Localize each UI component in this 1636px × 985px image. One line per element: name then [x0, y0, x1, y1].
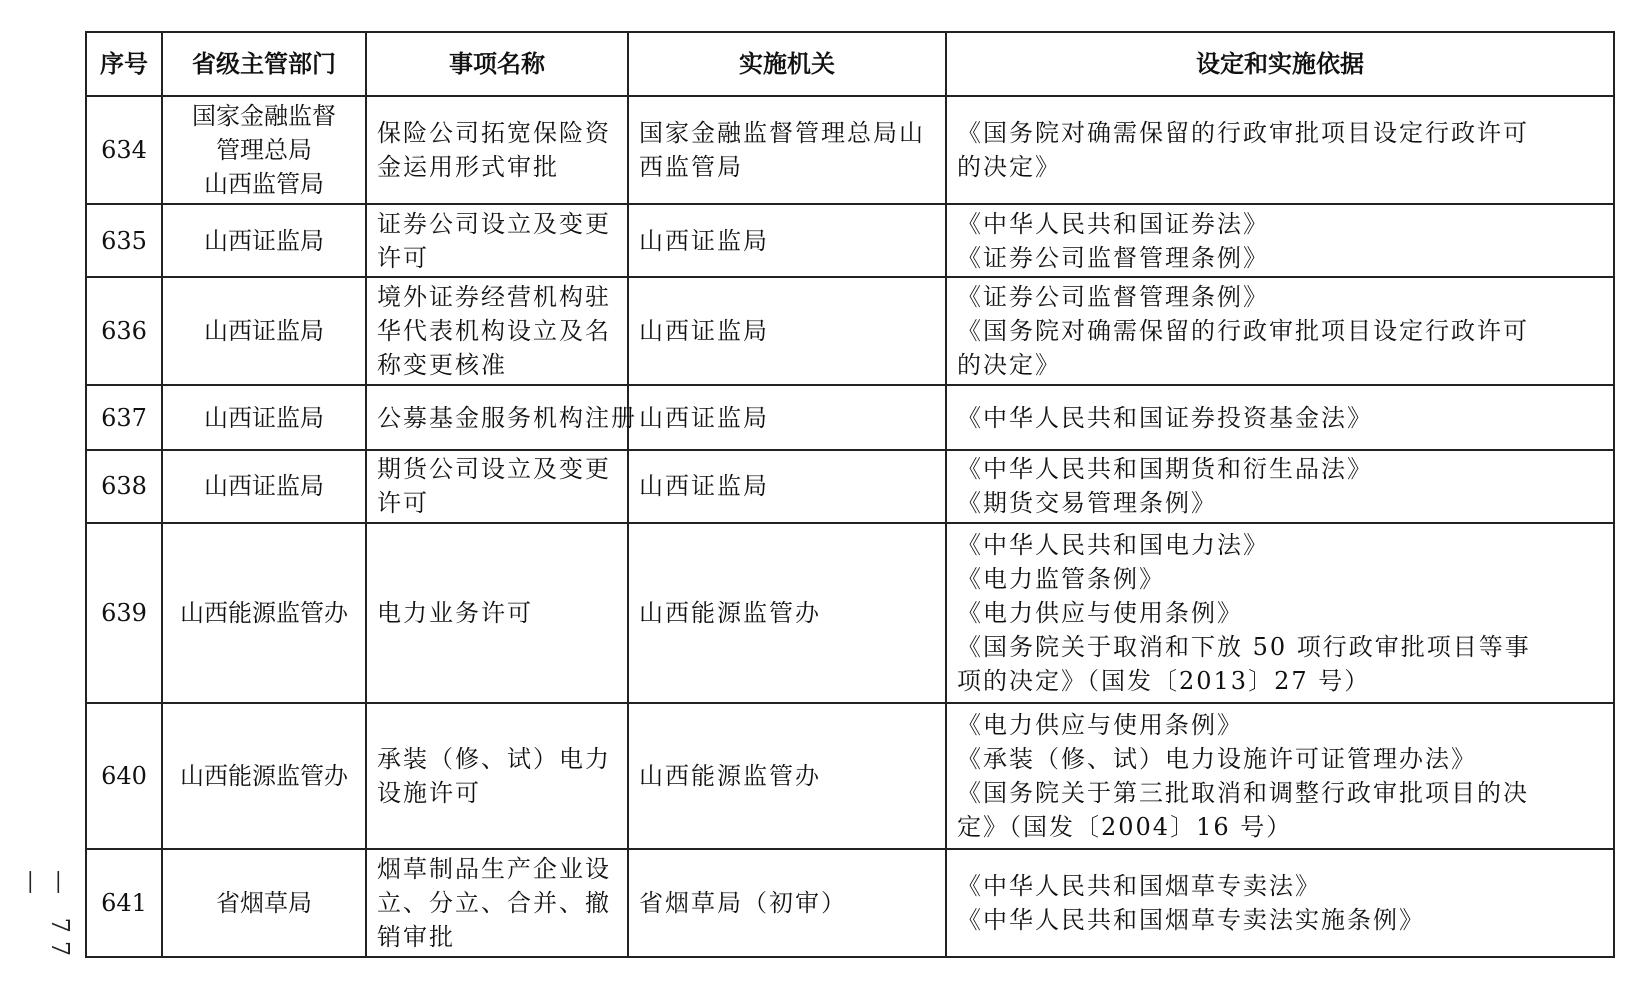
cell-basis-line: 《中华人民共和国烟草专卖法》 — [957, 871, 1321, 900]
header-no: 序号 — [86, 32, 162, 96]
cell-basis-line: 定》（国发〔2004〕16 号） — [957, 812, 1293, 841]
cell-basis-line: 的决定》 — [957, 153, 1061, 182]
cell-basis-line: 《期货交易管理条例》 — [957, 489, 1217, 518]
cell-basis-line: 《中华人民共和国证券投资基金法》 — [957, 403, 1373, 432]
cell-org — [628, 277, 946, 385]
cell-org — [628, 523, 946, 703]
cell-basis-line: 《电力供应与使用条例》 — [957, 710, 1243, 739]
table-row — [86, 523, 1614, 703]
cell-dept-line: 山西证监局 — [204, 472, 324, 501]
cell-no: 636 — [86, 277, 162, 385]
cell-org-line: 山西能源监管办 — [639, 598, 821, 627]
cell-name-line: 保险公司拓宽保险资 — [377, 119, 611, 148]
cell-name-line: 销审批 — [377, 922, 455, 951]
cell-name-line: 境外证券经营机构驻 — [377, 283, 611, 312]
cell-basis-line: 《国务院对确需保留的行政审批项目设定行政许可 — [957, 119, 1529, 148]
cell-dept-line: 山西能源监管办 — [180, 761, 348, 790]
cell-name — [366, 450, 628, 523]
cell-dept — [162, 703, 366, 849]
cell-dept-line: 国家金融监督 — [192, 102, 336, 131]
cell-dept — [162, 523, 366, 703]
cell-basis-line: 《中华人民共和国期货和衍生品法》 — [957, 455, 1373, 484]
cell-no: 637 — [86, 385, 162, 450]
cell-dept-line: 山西证监局 — [204, 403, 324, 432]
cell-dept — [162, 277, 366, 385]
cell-dept-line: 山西证监局 — [204, 317, 324, 346]
cell-org — [628, 385, 946, 450]
table-row — [86, 385, 1614, 450]
cell-name-line: 华代表机构设立及名 — [377, 317, 611, 346]
cell-org-line: 省烟草局（初审） — [639, 888, 847, 917]
table-row — [86, 849, 1614, 957]
table-row — [86, 96, 1614, 204]
cell-org — [628, 450, 946, 523]
cell-basis — [946, 96, 1614, 204]
cell-name-line: 金运用形式审批 — [377, 153, 559, 182]
cell-dept — [162, 96, 366, 204]
cell-name-line: 许可 — [377, 489, 429, 518]
cell-name — [366, 96, 628, 204]
cell-org-line: 国家金融监督管理总局山 — [639, 119, 925, 148]
cell-no: 635 — [86, 204, 162, 277]
header-dept: 省级主管部门 — [162, 32, 366, 96]
cell-no: 639 — [86, 523, 162, 703]
cell-org — [628, 96, 946, 204]
cell-basis — [946, 204, 1614, 277]
cell-name-line: 证券公司设立及变更 — [377, 209, 611, 238]
table-row — [86, 450, 1614, 523]
cell-basis-line: 《证券公司监督管理条例》 — [957, 283, 1269, 312]
cell-basis-line: 的决定》 — [957, 351, 1061, 380]
cell-basis-line: 项的决定》（国发〔2013〕27 号） — [957, 666, 1371, 695]
cell-basis-line: 《中华人民共和国烟草专卖法实施条例》 — [957, 905, 1425, 934]
cell-basis-line: 《国务院关于取消和下放 50 项行政审批项目等事 — [957, 632, 1531, 661]
cell-name — [366, 277, 628, 385]
table-row — [86, 204, 1614, 277]
cell-no: 640 — [86, 703, 162, 849]
cell-no: 634 — [86, 96, 162, 204]
header-name: 事项名称 — [366, 32, 628, 96]
cell-dept-line: 山西监管局 — [204, 170, 324, 199]
cell-name — [366, 703, 628, 849]
cell-org-line: 山西证监局 — [639, 472, 769, 501]
cell-name-line: 设施许可 — [377, 778, 481, 807]
cell-no: 638 — [86, 450, 162, 523]
cell-name-line: 烟草制品生产企业设 — [377, 854, 611, 883]
cell-basis-line: 《电力监管条例》 — [957, 564, 1165, 593]
cell-org-line: 山西证监局 — [639, 403, 769, 432]
cell-dept — [162, 450, 366, 523]
cell-dept — [162, 204, 366, 277]
table-row — [86, 703, 1614, 849]
cell-dept-line: 山西证监局 — [204, 226, 324, 255]
cell-name — [366, 204, 628, 277]
header-org: 实施机关 — [628, 32, 946, 96]
cell-basis-line: 《国务院关于第三批取消和调整行政审批项目的决 — [957, 778, 1529, 807]
cell-name-line: 许可 — [377, 243, 429, 272]
cell-name — [366, 385, 637, 450]
cell-basis-line: 《电力供应与使用条例》 — [957, 598, 1243, 627]
cell-basis — [946, 277, 1614, 385]
administrative-permit-table — [85, 31, 1615, 958]
table-row — [86, 277, 1614, 385]
page-number-text: — 77 — — [18, 870, 74, 965]
cell-basis — [946, 849, 1614, 957]
cell-name-line: 承装（修、试）电力 — [377, 744, 611, 773]
cell-org-line: 山西证监局 — [639, 226, 769, 255]
cell-name-line: 期货公司设立及变更 — [377, 455, 611, 484]
cell-org-line: 山西证监局 — [639, 317, 769, 346]
cell-basis — [946, 523, 1614, 703]
cell-name-line: 称变更核准 — [377, 351, 507, 380]
cell-name-line: 公募基金服务机构注册 — [377, 403, 637, 432]
cell-basis-line: 《中华人民共和国证券法》 — [957, 209, 1269, 238]
cell-name-line: 立、分立、合并、撤 — [377, 888, 611, 917]
cell-org-line: 西监管局 — [639, 153, 743, 182]
cell-dept-line: 管理总局 — [216, 136, 312, 165]
cell-basis — [946, 385, 1614, 450]
cell-org — [628, 703, 946, 849]
cell-org — [628, 849, 946, 957]
page-number — [18, 870, 74, 985]
cell-basis — [946, 703, 1614, 849]
cell-basis-line: 《中华人民共和国电力法》 — [957, 530, 1269, 559]
header-basis: 设定和实施依据 — [946, 32, 1614, 96]
table-header-row — [86, 32, 1614, 96]
cell-org-line: 山西能源监管办 — [639, 761, 821, 790]
cell-no: 641 — [86, 849, 162, 957]
cell-basis-line: 《证券公司监督管理条例》 — [957, 243, 1269, 272]
cell-basis-line: 《国务院对确需保留的行政审批项目设定行政许可 — [957, 317, 1529, 346]
cell-dept-line: 山西能源监管办 — [180, 598, 348, 627]
cell-name — [366, 523, 628, 703]
cell-org — [628, 204, 946, 277]
cell-basis — [946, 450, 1614, 523]
cell-name-line: 电力业务许可 — [377, 598, 533, 627]
cell-dept — [162, 385, 366, 450]
cell-basis-line: 《承装（修、试）电力设施许可证管理办法》 — [957, 744, 1477, 773]
cell-dept-line: 省烟草局 — [216, 888, 312, 917]
cell-dept — [162, 849, 366, 957]
cell-name — [366, 849, 628, 957]
